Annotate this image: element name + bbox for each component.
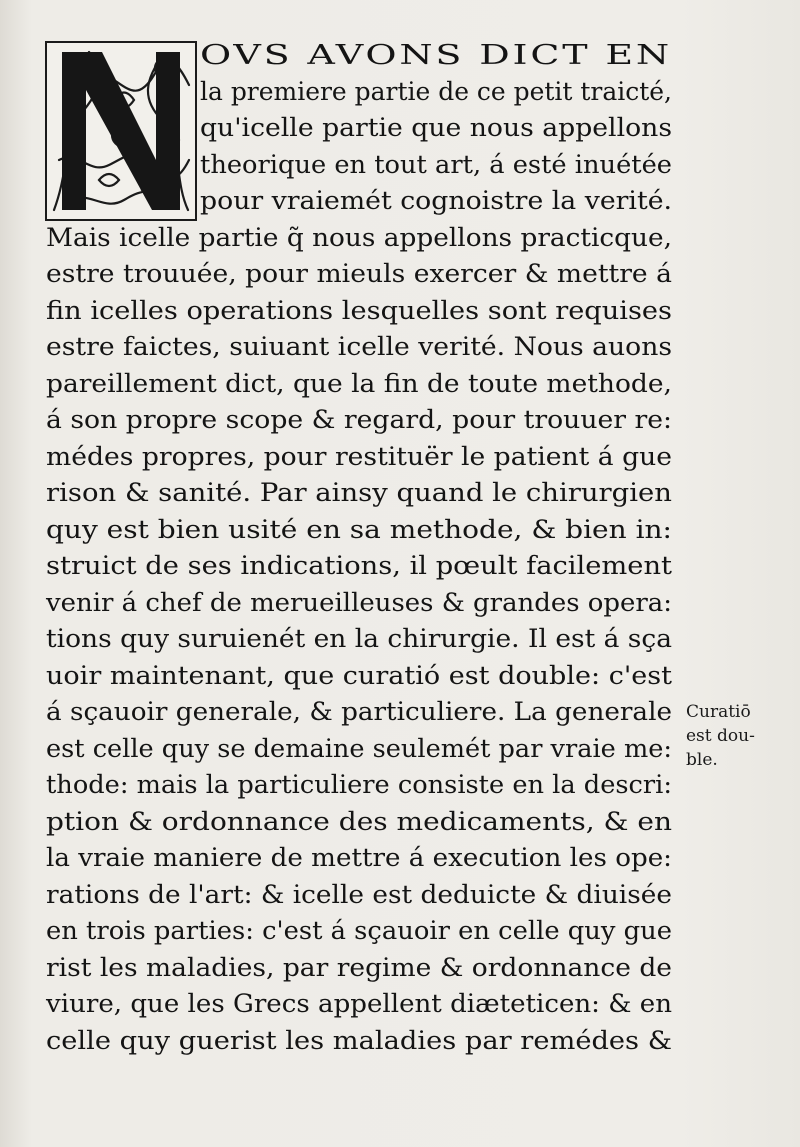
text-line: viure, que les Grecs appellent diæteticen: & en xyxy=(46,989,672,1018)
text-line: est celle quy se demaine seulemét par vraie me: xyxy=(46,733,672,763)
text-line: theorique en tout art, á esté inuétée xyxy=(200,149,672,179)
text-line: estre trouuée, pour mieuls exercer & mettre á xyxy=(46,259,672,288)
text-line: qu'icelle partie que nous appellons xyxy=(200,113,672,142)
text-line: OVS AVONS DICT EN xyxy=(200,40,672,71)
text-line: pour vraiemét cognoistre la verité. xyxy=(200,186,672,215)
text-line: á sçauoir generale, & particuliere. La generale xyxy=(46,697,672,726)
ornament-initial-icon xyxy=(44,40,198,222)
text-line: celle quy guerist les maladies par remédes & xyxy=(46,1025,672,1055)
text-line: pareillement dict, que la fin de toute methode, xyxy=(46,368,672,398)
margin-note-line: est dou- xyxy=(686,726,755,746)
text-line: la vraie maniere de mettre á execution les ope: xyxy=(46,843,672,872)
text-line: Mais icelle partie q̃ nous appellons practicque, xyxy=(46,222,672,252)
text-line: venir á chef de merueilleuses & grandes opera: xyxy=(46,587,672,617)
text-line: tions quy suruienét en la chirurgie. Il est á sça xyxy=(46,624,672,653)
text-line: médes propres, pour restituër le patient á gue xyxy=(46,441,672,471)
text-line: uoir maintenant, que curatió est double: c'est xyxy=(46,660,672,690)
text-line: á son propre scope & regard, pour trouuer re: xyxy=(46,405,672,434)
text-line: en trois parties: c'est á sçauoir en celle quy gue xyxy=(46,916,672,945)
text-line: estre faictes, suiuant icelle verité. Nous auons xyxy=(46,332,672,361)
margin-note-line: Curatiō xyxy=(686,702,751,722)
decorated-initial-n xyxy=(44,40,198,222)
text-line: fin icelles operations lesquelles sont requises xyxy=(46,295,672,325)
text-line: la premiere partie de ce petit traicté, xyxy=(200,76,672,106)
text-line: quy est bien usité en sa methode, & bien in: xyxy=(46,514,672,544)
text-line: struict de ses indications, il pœult facilement xyxy=(46,551,672,580)
margin-note xyxy=(686,700,792,772)
text-line: rations de l'art: & icelle est deduicte & diuisée xyxy=(46,879,672,909)
text-line: rison & sanité. Par ainsy quand le chirurgien xyxy=(46,478,672,507)
margin-note-line: ble. xyxy=(686,750,718,770)
text-line: thode: mais la particuliere consiste en la descri: xyxy=(46,770,672,799)
text-line: rist les maladies, par regime & ordonnance de xyxy=(46,952,672,982)
text-line: ption & ordonnance des medicaments, & en xyxy=(46,806,672,836)
